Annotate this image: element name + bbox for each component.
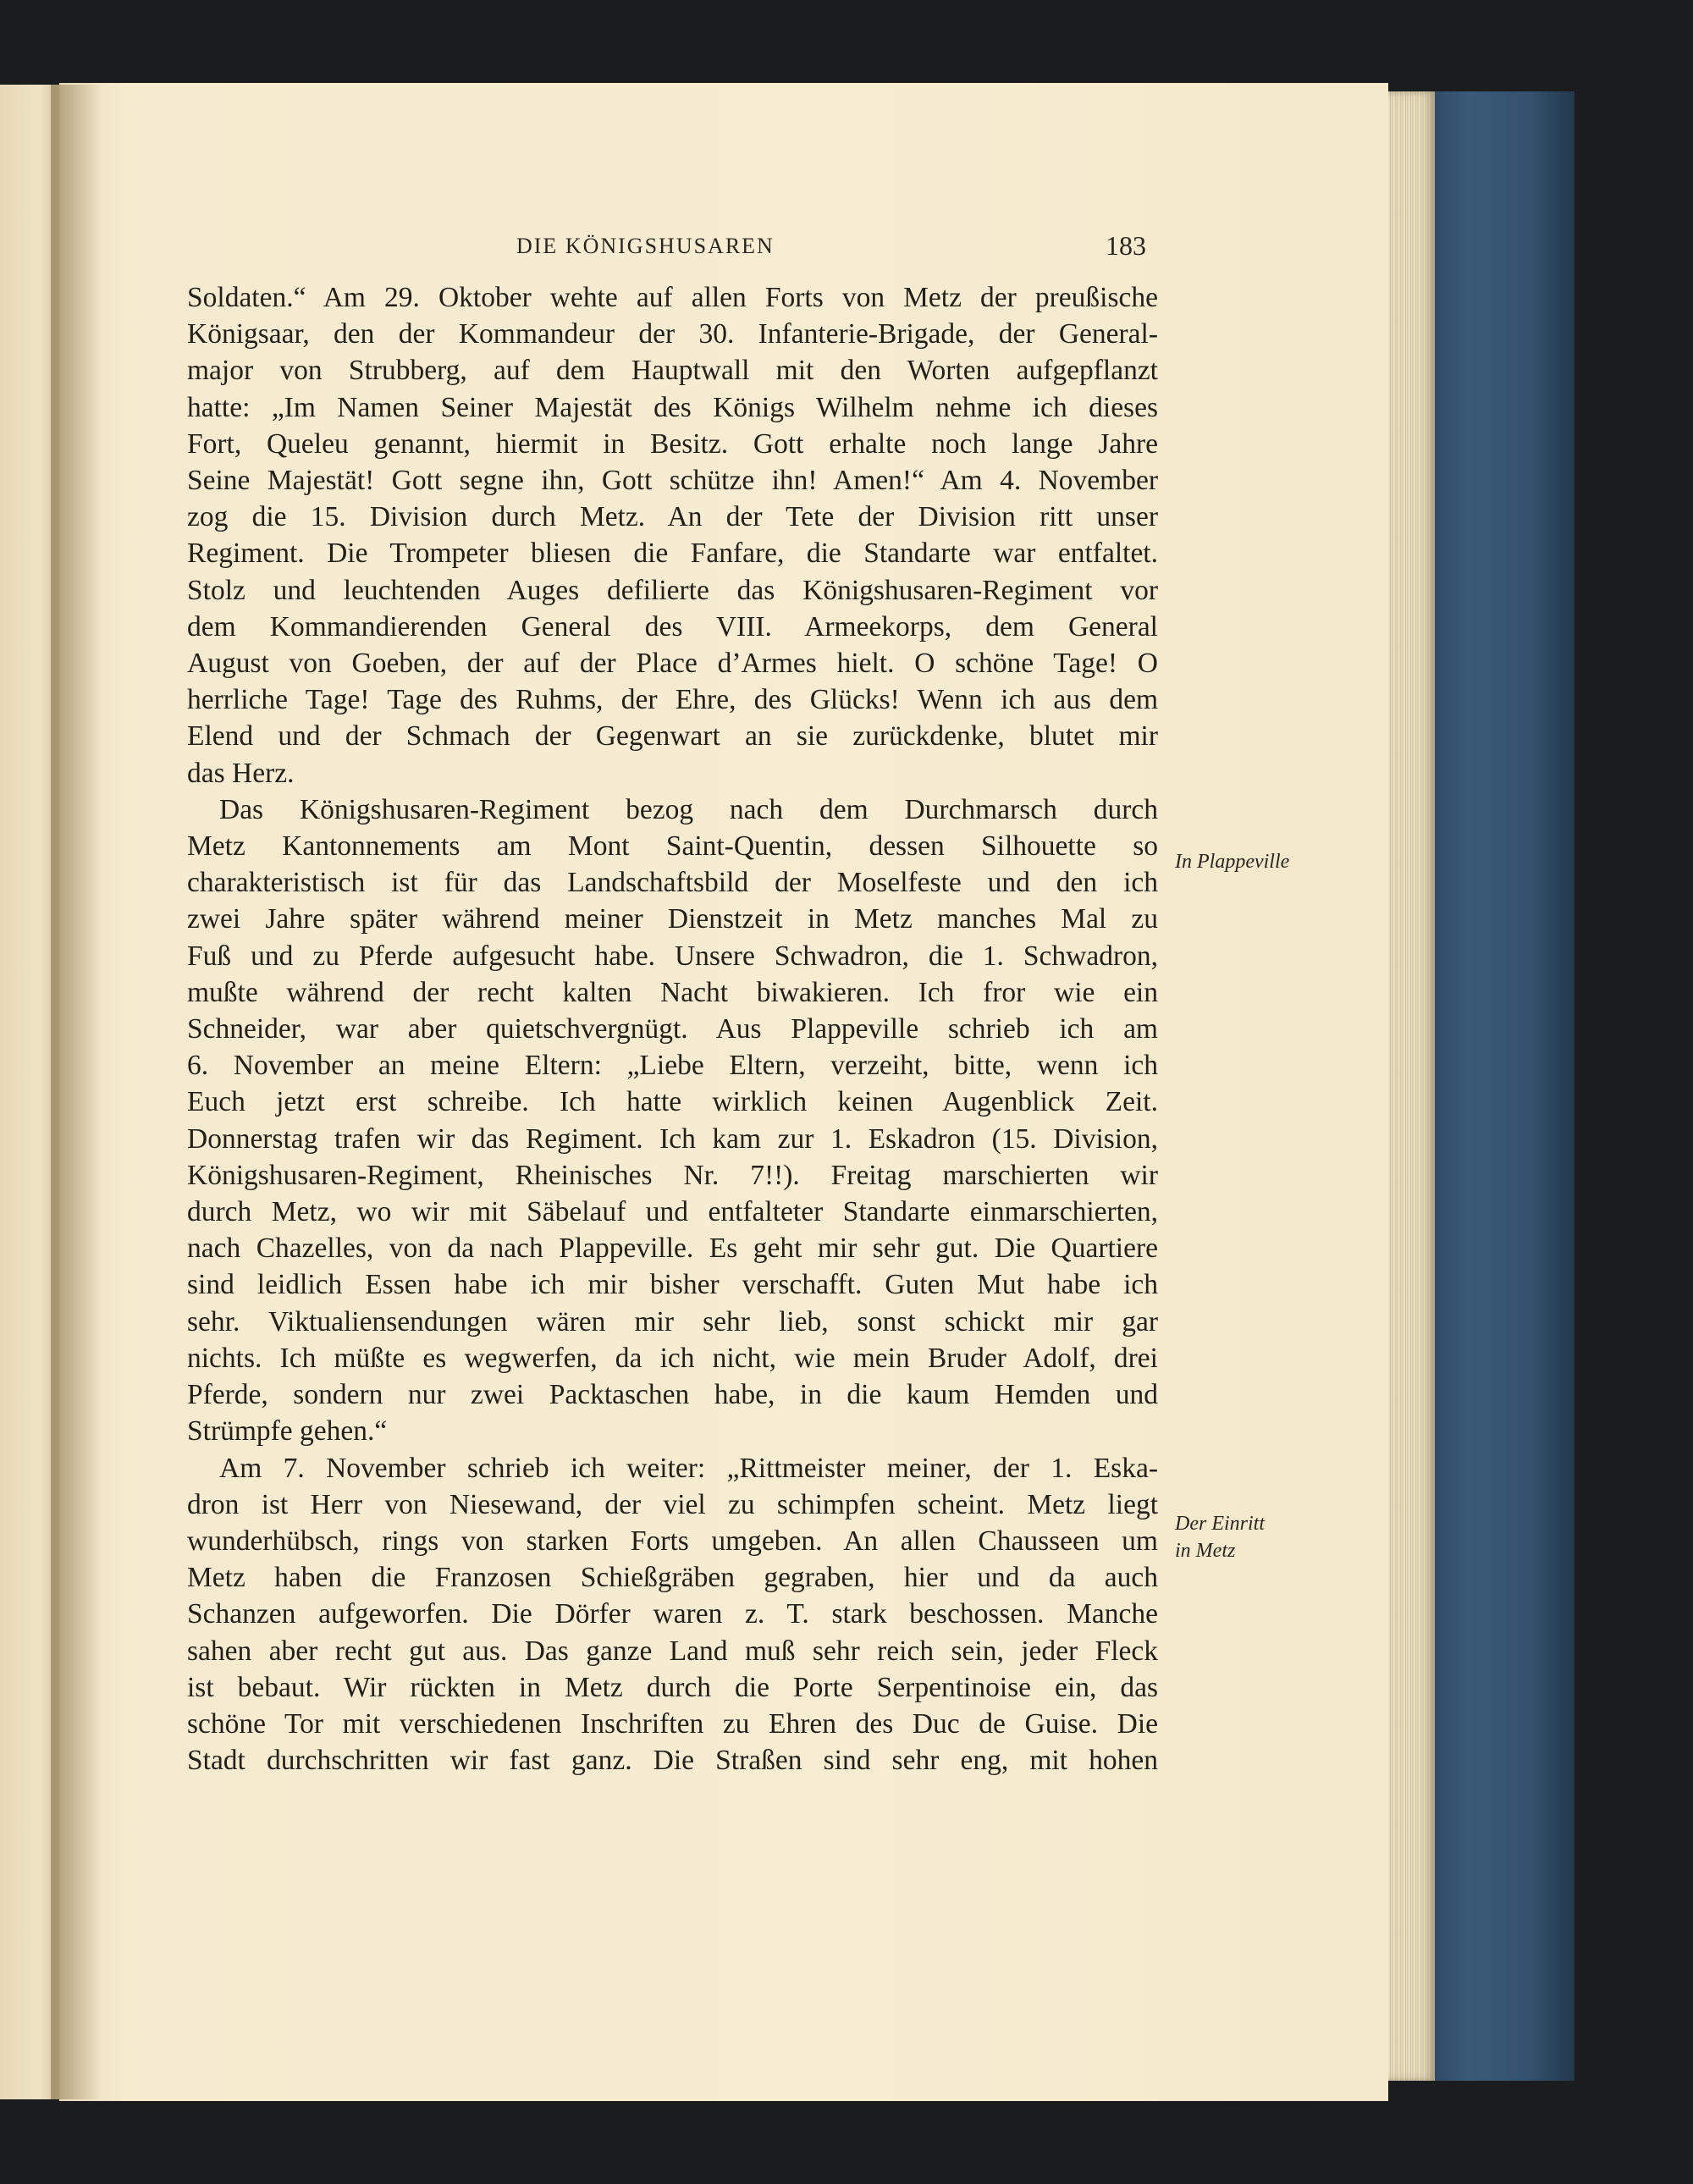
text-line: Soldaten.“ Am 29. Oktober wehte auf allen Forts von Metz der preußische [187,282,1158,313]
margin-note-plappeville [1175,848,1289,875]
text-line: August von Goeben, der auf der Place d’Armes hielt. O schöne Tage! O [187,648,1158,680]
text-line: Euch jetzt erst schreibe. Ich hatte wirklich keinen Augenblick Zeit. [187,1086,1158,1118]
margin-note-line: Der Einritt [1175,1513,1265,1535]
text-line: dem Kommandierenden General des VIII. Armeekorps, dem General [187,610,1158,643]
text-line: Elend und der Schmach der Gegenwart an sie zurückdenke, blutet mir [187,720,1158,753]
book-cover [1422,91,1574,2081]
text-line: hatte: „Im Namen Seiner Majestät des Königs Wilhelm nehme ich dieses [187,391,1158,423]
text-line: 6. November an meine Eltern: „Liebe Eltern, verzeiht, bitte, wenn ich [187,1050,1158,1082]
text-line: Stolz und leuchtenden Auges defilierte das Königshusaren-Regiment vor [187,574,1158,606]
text-line: mußte während der recht kalten Nacht biwakieren. Ich fror wie ein [187,976,1158,1008]
text-line: ist bebaut. Wir rückten in Metz durch die Porte Serpentinoise ein, das [187,1671,1158,1703]
text-line: Seine Majestät! Gott segne ihn, Gott schütze ihn! Amen!“ Am 4. November [187,465,1158,497]
text-line: wunderhübsch, rings von starken Forts umgeben. An allen Chausseen um [187,1525,1158,1557]
text-line: Fort, Queleu genannt, hiermit in Besitz. Gott erhalte noch lange Jahre [187,427,1158,460]
text-line: Metz Kantonnements am Mont Saint-Quentin, dessen Silhouette so [187,830,1158,863]
margin-note-text: In Plappeville [1175,851,1290,873]
text-line: zwei Jahre später während meiner Dienstzeit in Metz manches Mal zu [187,903,1158,935]
text-line: dron ist Herr von Niesewand, der viel zu schimpfen scheint. Metz liegt [187,1488,1158,1520]
text-line: sahen aber recht gut aus. Das ganze Land muß sehr reich sein, jeder Fleck [187,1635,1158,1667]
text-line: Das Königshusaren-Regiment bezog nach dem Durchmarsch durch [219,793,1158,825]
text-line: sind leidlich Essen habe ich mir bisher verschafft. Guten Mut habe ich [187,1269,1158,1301]
text-line: charakteristisch ist für das Landschaftsbild der Moselfeste und den ich [187,867,1158,899]
text-line: major von Strubberg, auf dem Hauptwall mit den Worten aufgepflanzt [187,355,1158,387]
text-line: nichts. Ich müßte es wegwerfen, da ich nicht, wie mein Bruder Adolf, drei [187,1342,1158,1374]
text-line: Am 7. November schrieb ich weiter: „Rittmeister meiner, der 1. Eska- [219,1452,1158,1484]
text-line: durch Metz, wo wir mit Säbelauf und entfalteter Standarte einmarschierten, [187,1196,1158,1228]
text-line: Donnerstag trafen wir das Regiment. Ich kam zur 1. Eskadron (15. Division, [187,1122,1158,1155]
page-gutter-shadow [51,85,102,2099]
text-line: Fuß und zu Pferde aufgesucht habe. Unsere Schwadron, die 1. Schwadron, [187,940,1158,972]
running-head: DIE KÖNIGSHUSAREN [516,234,775,258]
body-text [187,279,1158,1779]
text-line: Königshusaren-Regiment, Rheinisches Nr. 7!!). Freitag marschierten wir [187,1159,1158,1191]
margin-note-line: in Metz [1175,1540,1236,1562]
text-line: Strümpfe gehen.“ [187,1415,388,1448]
text-line: Stadt durchschritten wir fast ganz. Die Straßen sind sehr eng, mit hohen [187,1745,1158,1777]
text-line: nach Chazelles, von da nach Plappeville. Es geht mir sehr gut. Die Quartiere [187,1233,1158,1265]
text-line: zog die 15. Division durch Metz. An der Tete der Division ritt unser [187,501,1158,533]
text-line: Schneider, war aber quietschvergnügt. Aus Plappeville schrieb ich am [187,1013,1158,1045]
text-line: Schanzen aufgeworfen. Die Dörfer waren z. T. stark beschossen. Manche [187,1598,1158,1630]
text-line: Pferde, sondern nur zwei Packtaschen habe, in die kaum Hemden und [187,1379,1158,1411]
margin-note-einritt [1175,1510,1265,1564]
text-line: schöne Tor mit verschiedenen Inschriften zu Ehren des Duc de Guise. Die [187,1707,1158,1740]
page-number: 183 [1106,230,1146,261]
text-line: Regiment. Die Trompeter bliesen die Fanfare, die Standarte war entfaltet. [187,538,1158,570]
text-line: sehr. Viktualiensendungen wären mir sehr lieb, sonst schickt mir gar [187,1305,1158,1337]
text-line: Königsaar, den der Kommandeur der 30. Infanterie-Brigade, der General- [187,318,1158,350]
text-line: das Herz. [187,757,295,789]
text-line: herrliche Tage! Tage des Ruhms, der Ehre, des Glücks! Wenn ich aus dem [187,684,1158,716]
text-line: Metz haben die Franzosen Schießgräben gegraben, hier und da auch [187,1562,1158,1594]
